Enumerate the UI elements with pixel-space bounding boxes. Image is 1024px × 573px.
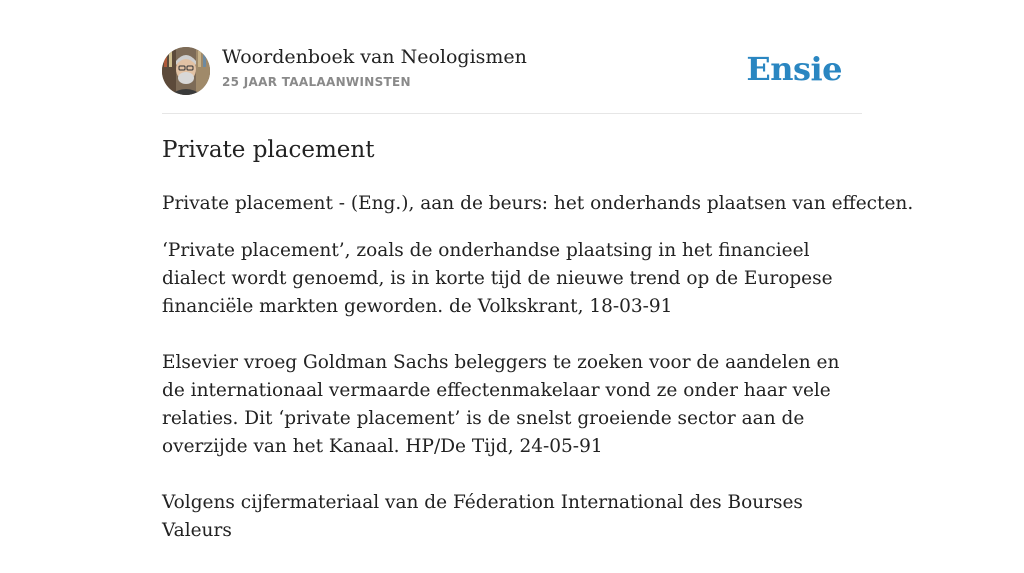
site-subtitle: 25 JAAR TAALAANWINSTEN: [222, 75, 411, 89]
entry-title: Private placement: [162, 137, 375, 163]
page-content: [162, 0, 914, 541]
site-header: [162, 0, 862, 114]
site-title[interactable]: Woordenboek van Neologismen: [222, 46, 527, 68]
quote-paragraph: ‘Private placement’, zoals de onderhandse plaatsing in het financieel dialect wordt genoemd, is in korte tijd de nieuwe trend op de Europese financiële markten geworden. de Volkskrant, 18-03-91: [162, 240, 833, 317]
entry-quotes: [162, 237, 867, 573]
entry-definition: Private placement - (Eng.), aan de beurs: het onderhands plaatsen van effecten.: [162, 193, 914, 214]
quote-paragraph: Volgens cijfermateriaal van de Féderation International des Bourses Valeurs: [162, 492, 803, 541]
author-avatar[interactable]: [162, 47, 210, 95]
quote-paragraph: Elsevier vroeg Goldman Sachs beleggers te zoeken voor de aandelen en de internationaal vermaarde effectenmakelaar vond ze onder haar vele relaties. Dit ‘private placement’ is de snelst groeiende sector aan de overzijde van het Kanaal. HP/De Tijd, 24-05-91: [162, 352, 840, 457]
ensie-logo-link[interactable]: Ensie: [746, 50, 842, 88]
